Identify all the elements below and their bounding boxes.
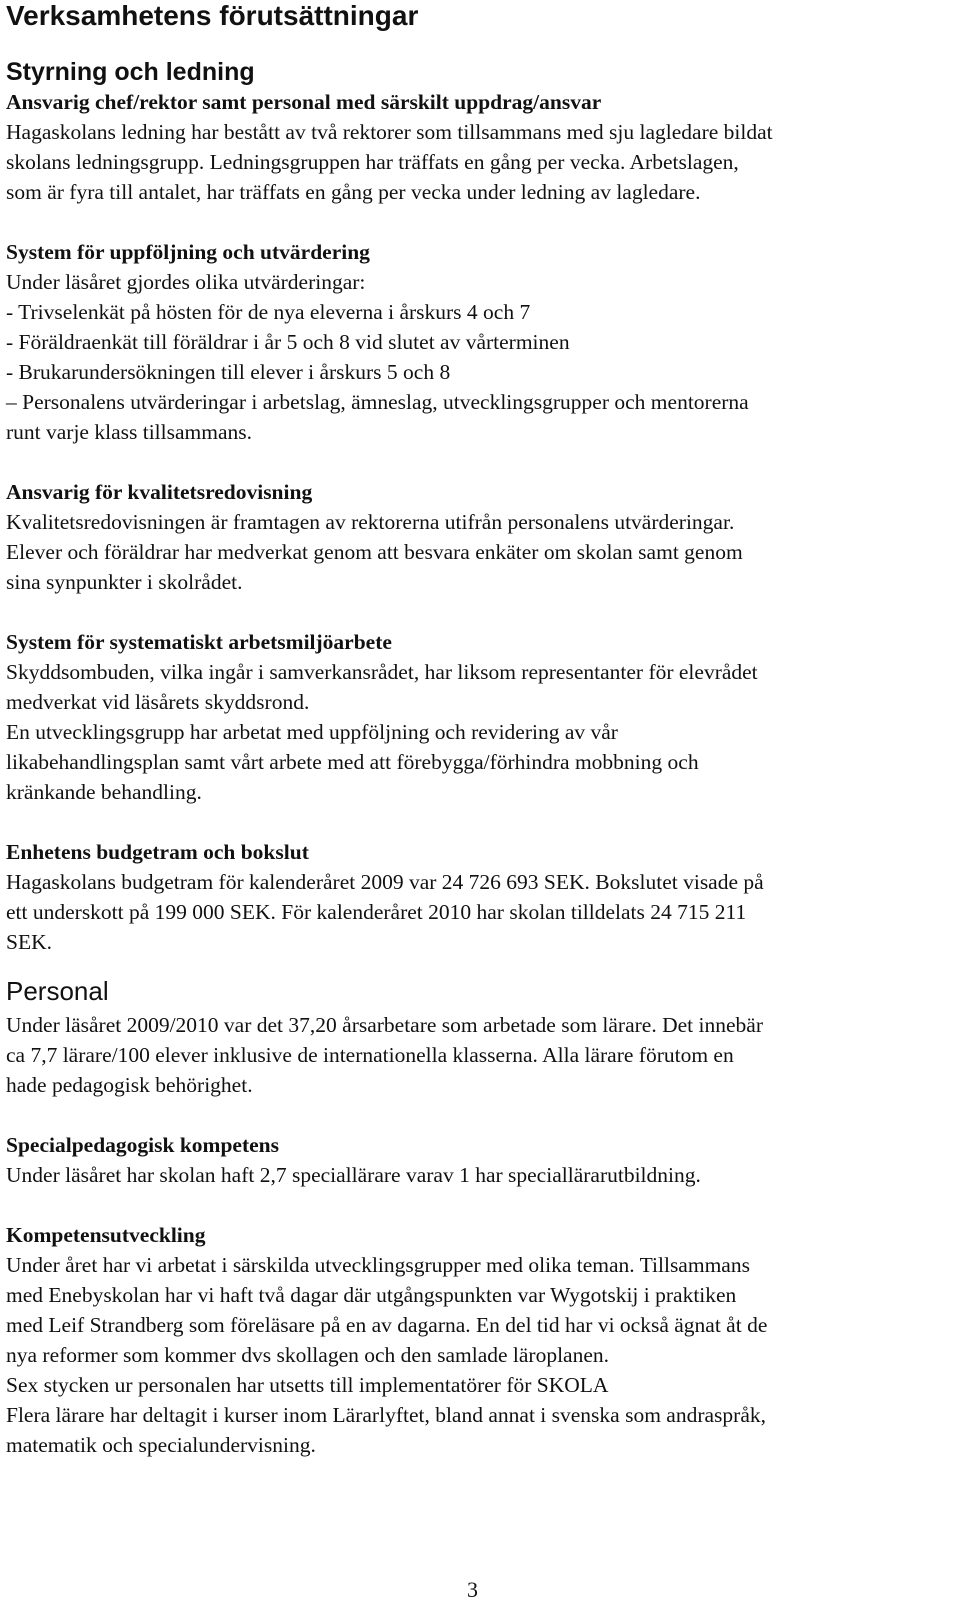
paragraph-line: Elever och föräldrar har medverkat genom att besvara enkäter om skolan samt genom: [6, 540, 743, 564]
paragraph-line: som är fyra till antalet, har träffats en gång per vecka under ledning av lagledare.: [6, 180, 701, 204]
subsection-specialpedagogisk: [6, 1130, 951, 1190]
subsection-kvalitetsredovisning: [6, 477, 951, 597]
paragraph-line: Flera lärare har deltagit i kurser inom Lärarlyftet, bland annat i svenska som andraspråk,: [6, 1403, 766, 1427]
subsection-heading: Specialpedagogisk kompetens: [6, 1133, 279, 1157]
page-number: 3: [467, 1577, 478, 1602]
paragraph-line: SEK.: [6, 930, 52, 954]
subsection-heading: Kompetensutveckling: [6, 1223, 206, 1247]
paragraph-line: Kvalitetsredovisningen är framtagen av rektorerna utifrån personalens utvärderingar.: [6, 510, 735, 534]
subsection-heading: Ansvarig för kvalitetsredovisning: [6, 480, 313, 504]
subsection-heading: Ansvarig chef/rektor samt personal med särskilt uppdrag/ansvar: [6, 90, 602, 114]
paragraph-line: Sex stycken ur personalen har utsetts till implementatörer för SKOLA: [6, 1373, 609, 1397]
paragraph-line: nya reformer som kommer dvs skollagen och den samlade läroplanen.: [6, 1343, 610, 1367]
paragraph-line: medverkat vid läsårets skyddsrond.: [6, 690, 310, 714]
paragraph-line: Skyddsombuden, vilka ingår i samverkansrådet, har liksom representanter för elevrådet: [6, 660, 758, 684]
subsection-heading: System för systematiskt arbetsmiljöarbete: [6, 630, 392, 654]
list-item: - Trivselenkät på hösten för de nya eleverna i årskurs 4 och 7: [6, 300, 531, 324]
subsection-uppfoljning: [6, 237, 951, 447]
paragraph-line: matematik och specialundervisning.: [6, 1433, 316, 1457]
paragraph-line: Hagaskolans budgetram för kalenderåret 2009 var 24 726 693 SEK. Bokslutet visade på: [6, 870, 764, 894]
paragraph-line: hade pedagogisk behörighet.: [6, 1073, 253, 1097]
paragraph-line: Under läsåret har skolan haft 2,7 speciallärare varav 1 har speciallärarutbildning.: [6, 1163, 701, 1187]
section-heading-personal: Personal: [6, 976, 109, 1006]
subsection-kompetensutveckling: [6, 1220, 951, 1460]
paragraph-line: med Enebyskolan har vi haft två dagar där utgångspunkten var Wygotskij i praktiken: [6, 1283, 737, 1307]
list-item: - Brukarundersökningen till elever i årskurs 5 och 8: [6, 360, 451, 384]
paragraph-line: likabehandlingsplan samt vårt arbete med att förebygga/förhindra mobbning och: [6, 750, 699, 774]
section-heading-styrning: Styrning och ledning: [6, 58, 255, 86]
page-title: Verksamhetens förutsättningar: [6, 0, 419, 31]
paragraph-line: Under året har vi arbetat i särskilda utvecklingsgrupper med olika teman. Tillsammans: [6, 1253, 750, 1277]
paragraph-line: runt varje klass tillsammans.: [6, 420, 253, 444]
list-item: - Föräldraenkät till föräldrar i år 5 och 8 vid slutet av vårterminen: [6, 330, 570, 354]
personal-intro: [6, 1010, 951, 1100]
paragraph-line: ett underskott på 199 000 SEK. För kalenderåret 2010 har skolan tilldelats 24 715 211: [6, 900, 747, 924]
paragraph-line: Under läsåret gjordes olika utvärderingar:: [6, 270, 366, 294]
subsection-arbetsmiljo: [6, 627, 951, 807]
paragraph-line: Under läsåret 2009/2010 var det 37,20 årsarbetare som arbetade som lärare. Det innebär: [6, 1013, 763, 1037]
paragraph-line: sina synpunkter i skolrådet.: [6, 570, 243, 594]
paragraph-line: Hagaskolans ledning har bestått av två rektorer som tillsammans med sju lagledare bildat: [6, 120, 773, 144]
subsection-heading: Enhetens budgetram och bokslut: [6, 840, 309, 864]
paragraph-line: skolans ledningsgrupp. Ledningsgruppen har träffats en gång per vecka. Arbetslagen,: [6, 150, 739, 174]
list-item: – Personalens utvärderingar i arbetslag, ämneslag, utvecklingsgrupper och mentorerna: [6, 390, 749, 414]
subsection-ansvarig-chef: [6, 87, 951, 207]
document-page: [6, 0, 951, 1460]
paragraph-line: En utvecklingsgrupp har arbetat med uppföljning och revidering av vår: [6, 720, 618, 744]
paragraph-line: med Leif Strandberg som föreläsare på en av dagarna. En del tid har vi också ägnat åt de: [6, 1313, 768, 1337]
subsection-budget: [6, 837, 951, 957]
paragraph-line: kränkande behandling.: [6, 780, 202, 804]
subsection-heading: System för uppföljning och utvärdering: [6, 240, 370, 264]
paragraph-line: ca 7,7 lärare/100 elever inklusive de internationella klasserna. Alla lärare förutom en: [6, 1043, 734, 1067]
